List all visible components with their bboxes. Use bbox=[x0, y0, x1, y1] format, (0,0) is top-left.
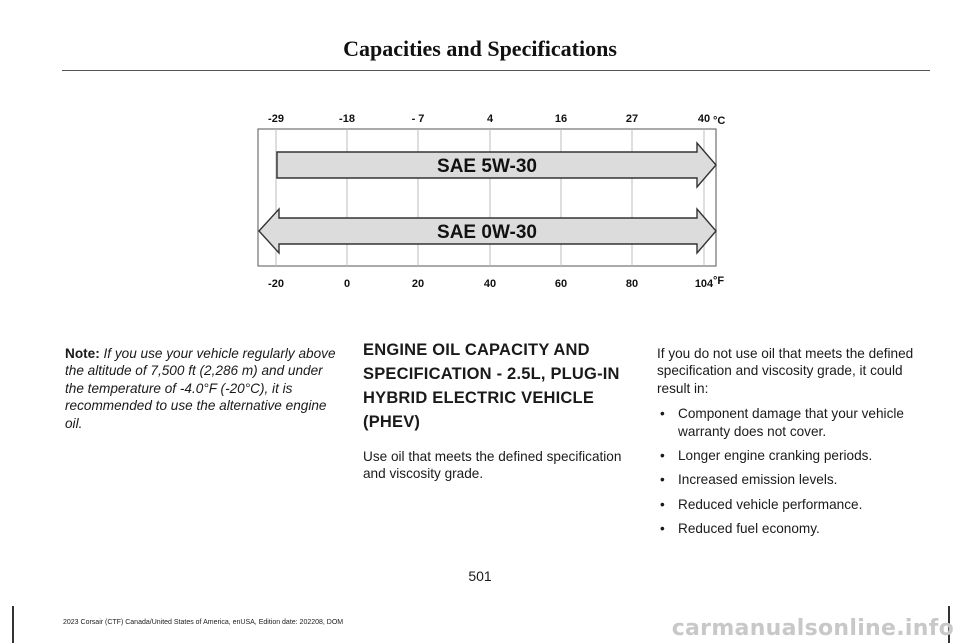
celsius-ticks bbox=[268, 113, 710, 125]
consequences-intro: If you do not use oil that meets the defined specification and viscosity grade, it could result in: bbox=[657, 346, 914, 396]
fahrenheit-tick-label: 40 bbox=[483, 278, 497, 290]
page-number: 501 bbox=[468, 568, 492, 584]
consequences-list bbox=[657, 405, 935, 537]
celsius-tick-label: - 7 bbox=[411, 113, 425, 125]
watermark: carmanualsonline.info bbox=[671, 616, 954, 641]
fahrenheit-tick-label: 0 bbox=[343, 278, 351, 290]
note-text: If you use your vehicle regularly above the altitude of 7,500 ft (2,286 m) and under the temperature of -4.0°F (-20°C), it is recommended to use the alternative engine oil. bbox=[65, 346, 336, 431]
oil-viscosity-chart bbox=[0, 0, 960, 300]
celsius-tick-label: 4 bbox=[486, 113, 494, 125]
fahrenheit-tick-label: 60 bbox=[554, 278, 568, 290]
section-body: Use oil that meets the defined specification and viscosity grade. bbox=[363, 449, 622, 482]
list-item: • Increased emission levels. bbox=[657, 471, 935, 488]
list-item: • Reduced fuel economy. bbox=[657, 520, 935, 537]
celsius-tick-label: 16 bbox=[554, 113, 568, 125]
footer-edition: 2023 Corsair (CTF) Canada/United States of America, enUSA, Edition date: 202208, DOM bbox=[63, 619, 344, 626]
celsius-unit: °C bbox=[713, 115, 726, 127]
fahrenheit-tick-label: 80 bbox=[625, 278, 639, 290]
fahrenheit-tick-label: 104 bbox=[694, 278, 714, 290]
consequences-column bbox=[657, 345, 935, 545]
chart-frame bbox=[258, 129, 716, 266]
arrow-label-sae-5w-30: SAE 5W-30 bbox=[437, 156, 537, 177]
list-item: • Component damage that your vehicle warranty does not cover. bbox=[657, 405, 935, 440]
list-item: • Longer engine cranking periods. bbox=[657, 447, 935, 464]
list-item: • Reduced vehicle performance. bbox=[657, 496, 935, 513]
fahrenheit-unit: °F bbox=[713, 275, 725, 287]
fahrenheit-tick-label: 20 bbox=[411, 278, 425, 290]
celsius-tick-label: -18 bbox=[339, 113, 355, 125]
fahrenheit-tick-label: -20 bbox=[268, 278, 284, 290]
arrow-label-sae-0w-30: SAE 0W-30 bbox=[437, 222, 537, 243]
celsius-tick-label: -29 bbox=[268, 113, 284, 125]
section-heading: ENGINE OIL CAPACITY AND SPECIFICATION - 2.5L, PLUG-IN HYBRID ELECTRIC VEHICLE (PHEV) bbox=[363, 341, 620, 431]
note-label: Note: bbox=[65, 346, 100, 361]
chart-gridlines bbox=[276, 129, 704, 266]
page-title: Capacities and Specifications bbox=[343, 36, 617, 61]
note-column bbox=[65, 345, 341, 432]
note bbox=[65, 345, 341, 432]
section-column bbox=[363, 338, 643, 491]
celsius-tick-label: 27 bbox=[625, 113, 639, 125]
fahrenheit-ticks bbox=[268, 278, 714, 290]
crop-mark bbox=[12, 606, 14, 643]
celsius-tick-label: 40 bbox=[697, 113, 711, 125]
